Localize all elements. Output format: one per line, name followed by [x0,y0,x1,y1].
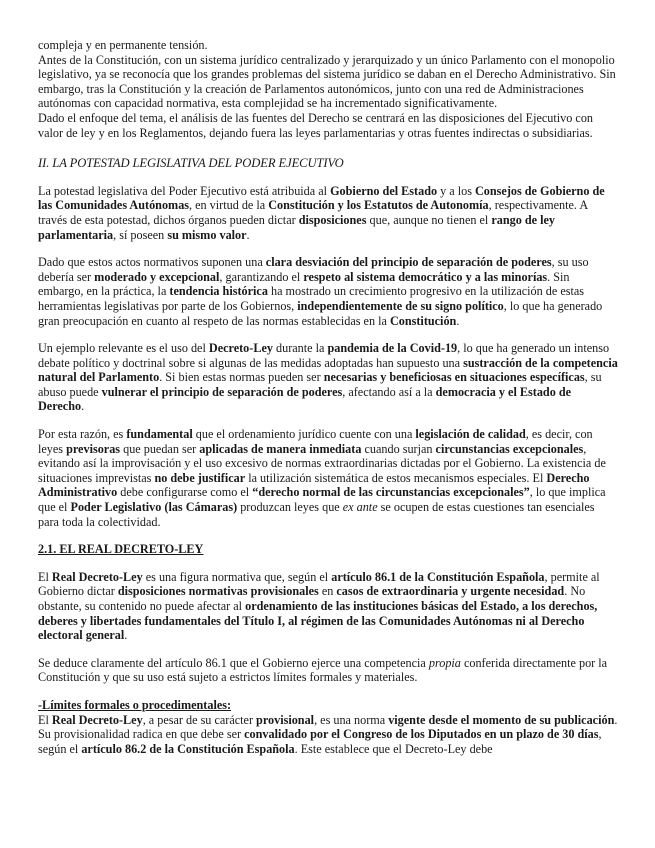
intro-paragraph-0: compleja y en permanente tensión. [38,38,208,52]
paragraph-potestad-3: Un ejemplo relevante es el uso del Decreto-Ley durante la pandemia de la Covid-19, lo que ha generado un intenso debate político y doctrinal sobre si algunas de las medidas adoptadas han supuesto una sustracción de la competencia natural del Parlamento. Si bien estas normas pueden ser necesarias y beneficiosas en situaciones específicas, su abuso puede vulnerar el principio de separación de poderes, afectando así a la democracia y el Estado de Derecho. [38,341,618,414]
paragraph-potestad-1: La potestad legislativa del Poder Ejecutivo está atribuida al Gobierno del Estado y a los Consejos de Gobierno de las Comunidades Autónomas, en virtud de la Constitución y los Estatutos de Autonomía, respectivamente. A través de esta potestad, dichos órganos pueden dictar disposiciones que, aunque no tienen el rango de ley parlamentaria, sí poseen su mismo valor. [38,183,605,242]
subheading-limites-formales: -Límites formales o procedimentales: [38,697,232,712]
section-heading-real-decreto-ley: 2.1. EL REAL DECRETO-LEY [38,542,204,557]
intro-paragraph-1: Antes de la Constitución, con un sistema jurídico centralizado y jerarquizado y un único Parlamento con el monopolio legislativo, ya se reconocía que los grandes problemas del sistema jurídico se daban en el Derecho Administrativo. Sin embargo, tras la Constitución y la creación de Parlamentos autonómicos, junto con una red de Administraciones autónomas con capacidad normativa, esta complejidad se ha incrementado significativamente. [38,52,616,111]
paragraph-rdl-2: Se deduce claramente del artículo 86.1 que el Gobierno ejerce una competencia propia conferida directamente por la Constitución y que su uso está sujeto a estrictos límites formales y materiales. [38,655,608,685]
section-heading-potestad: II. LA POTESTAD LEGISLATIVA DEL PODER EJECUTIVO [38,156,344,171]
paragraph-potestad-4: Por esta razón, es fundamental que el ordenamiento jurídico cuente con una legislación de calidad, es decir, con leyes previsoras que puedan ser aplicadas de manera inmediata cuando surjan circunstancias excepcionales, evitando así la improvisación y el uso excesivo de normas extraordinarias dictadas por el Gobierno. La existencia de situaciones imprevistas no debe justificar la utilización sistemática de estos mecanismos especiales. El Derecho Administrativo debe configurarse como el “derecho normal de las circunstancias excepcionales”, lo que implica que el Poder Legislativo (las Cámaras) produzcan leyes que ex ante se ocupen de estas cuestiones tan esenciales para toda la colectividad. [38,427,606,529]
document-page [38,38,618,756]
paragraph-rdl-1: El Real Decreto-Ley es una figura normativa que, según el artículo 86.1 de la Constitución Española, permite al Gobierno dictar disposiciones normativas provisionales en casos de extraordinaria y urgente necesidad. No obstante, su contenido no puede afectar al ordenamiento de las instituciones básicas del Estado, a los derechos, deberes y libertades fundamentales del Título I, al régimen de las Comunidades Autónomas ni al Derecho electoral general. [38,569,600,643]
intro-paragraph-2: Dado el enfoque del tema, el análisis de las fuentes del Derecho se centrará en las disposiciones del Ejecutivo con valor de ley y en los Reglamentos, dejando fuera las leyes parlamentarias y otras fuentes indirectas o subsidiarias. [38,110,594,140]
paragraph-potestad-2: Dado que estos actos normativos suponen una clara desviación del principio de separación de poderes, su uso debería ser moderado y excepcional, garantizando el respeto al sistema democrático y a las minorías. Sin embargo, en la práctica, la tendencia histórica ha mostrado un crecimiento progresivo en la utilización de estas herramientas legislativas por parte de los Gobiernos, independientemente de su signo político, lo que ha generado gran preocupación en cuanto al respeto de las normas establecidas en la Constitución. [38,255,603,328]
paragraph-rdl-3: El Real Decreto-Ley, a pesar de su carácter provisional, es una norma vigente desde el momento de su publicación. Su provisionalidad radica en que debe ser convalidado por el Congreso de los Diputados en un plazo de 30 días, según el artículo 86.2 de la Constitución Española. Este establece que el Decreto-Ley debe [38,712,618,756]
